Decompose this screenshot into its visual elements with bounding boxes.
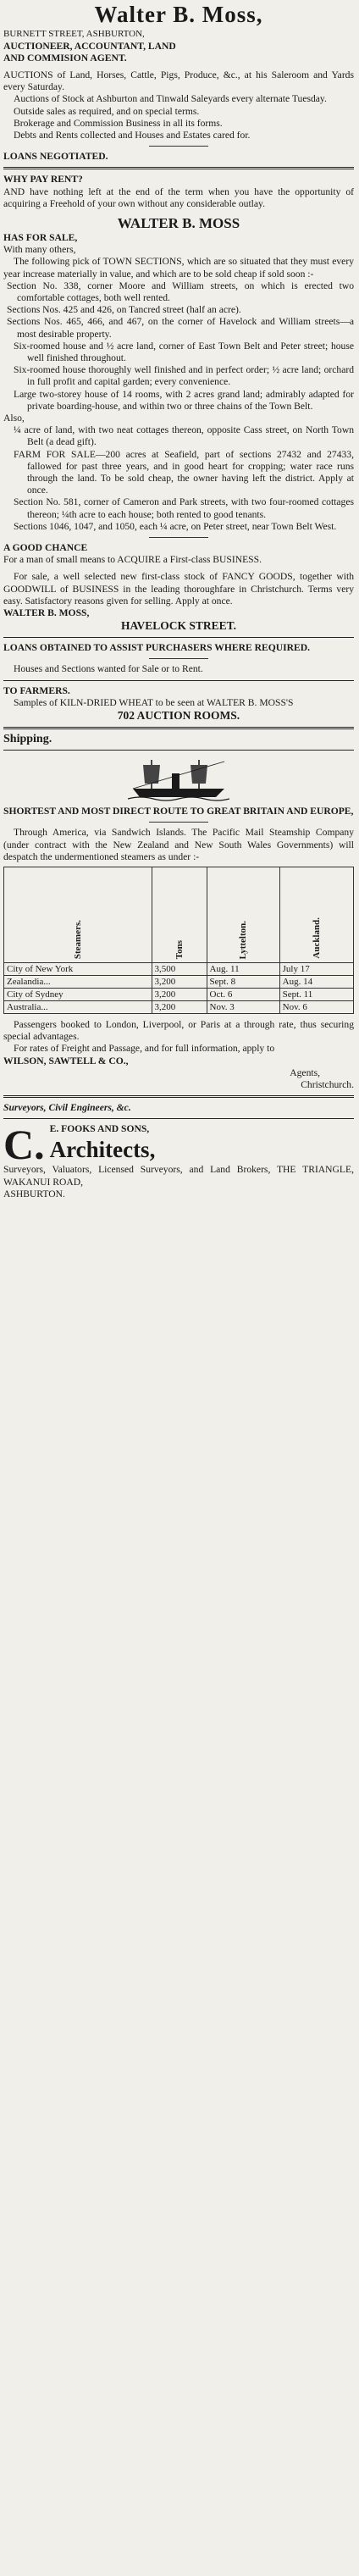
- farmers-ad: [3, 685, 354, 723]
- surveyors-heading: Surveyors, Civil Engineers, &c.: [3, 1102, 131, 1114]
- loans-heading: LOANS OBTAINED TO ASSIST PURCHASERS WHERE REQUIRED.: [3, 642, 310, 654]
- divider: [3, 680, 354, 681]
- divider: [3, 727, 354, 729]
- rent-item-7: Section No. 581, corner of Cameron and Park streets, with two four-roomed cottages thereon; ¼th acre to each house; both rented to good tenants.: [14, 496, 354, 520]
- table-header: Steamers.: [4, 867, 152, 963]
- moss-card: [3, 2, 354, 163]
- moss-para-3: Outside sales as required, and on special terms.: [14, 105, 200, 117]
- moss-address: BURNETT STREET, ASHBURTON,: [3, 29, 145, 39]
- rent-heading: WHY PAY RENT?: [3, 174, 83, 186]
- chance-heading: A GOOD CHANCE: [3, 542, 88, 554]
- steamship-icon: [128, 755, 229, 802]
- table-header: Lyttelton.: [207, 867, 279, 963]
- rent-item-4: Six-roomed house and ½ acre land, corner of East Town Belt and Peter street; house well finished throughout.: [14, 340, 354, 363]
- chance-intro: For a man of small means to ACQUIRE a First-class BUSINESS.: [3, 554, 262, 566]
- moss-name: Walter B. Moss,: [94, 2, 263, 27]
- surveyors-body: Surveyors, Valuators, Licensed Surveyors, and Land Brokers, THE TRIANGLE, WAKANUI ROAD,: [3, 1164, 354, 1188]
- divider: [3, 637, 354, 638]
- steamer-schedule-table: [3, 867, 354, 1014]
- rent-item-2: Sections Nos. 425 and 426, on Tancred street (half an acre).: [7, 304, 241, 316]
- shipping-section: [3, 734, 354, 1091]
- rent-intro: AND have nothing left at the end of the term when you have the opportunity of acquiring a Freehold of your own without any considerable outlay.: [3, 186, 354, 209]
- divider: [3, 1118, 354, 1119]
- table-header: Tons: [152, 867, 207, 963]
- shipping-agent-place: Christchurch.: [301, 1079, 354, 1091]
- rent-also: Also,: [3, 412, 25, 424]
- shipping-agent: WILSON, SAWTELL & CO.,: [3, 1055, 129, 1066]
- moss-para-4: Brokerage and Commission Business in all its forms.: [14, 117, 223, 129]
- moss-para-2: Auctions of Stock at Ashburton and Tinwald Saleyards every alternate Tuesday.: [14, 93, 327, 105]
- rent-item-6: Large two-storey house of 14 rooms, with 2 acres grand land; admirably adapted for private boarding-house, and within two or three chains of the Town Belt.: [14, 388, 354, 412]
- loans-ad: [3, 642, 354, 675]
- drop-cap: C.: [3, 1121, 45, 1169]
- chance-body: For sale, a well selected new first-class stock of FANCY GOODS, together with GOODWILL of BUSINESS in the leading thoroughfare in Christchurch. Terms very easy. Satisfactory reasons given for selling. Apply at once.: [3, 571, 354, 607]
- moss-para-5: Debts and Rents collected and Houses and Estates cared for.: [14, 129, 251, 141]
- rent-item-8: Sections 1046, 1047, and 1050, each ¼ acre, on Peter street, near Town Belt West.: [14, 520, 337, 532]
- loans-body: Houses and Sections wanted for Sale or to Rent.: [14, 663, 203, 675]
- rent-ad: [3, 174, 354, 533]
- rent-item-5: Six-roomed house thoroughly well finished and in perfect order; ½ acre land; orchard in full profit and capital garden; every convenience.: [14, 364, 354, 388]
- rent-name: WALTER B. MOSS: [117, 214, 240, 231]
- table-row: City of New York 3,500 Aug. 11 July 17: [4, 963, 354, 976]
- table-header: Auckland.: [279, 867, 353, 963]
- divider: [3, 1095, 354, 1098]
- surveyors-title: Architects,: [49, 1136, 156, 1162]
- chance-sign-2: HAVELOCK STREET.: [120, 619, 237, 633]
- loans-negotiated: LOANS NEGOTIATED.: [3, 151, 108, 163]
- newspaper-column: [3, 0, 354, 1200]
- divider: [3, 750, 354, 751]
- shipping-passengers: Passengers booked to London, Liverpool, or Paris at a through rate, thus securing special advantages.: [3, 1019, 354, 1043]
- rent-quarter-acre: ¼ acre of land, with two neat cottages thereon, opposite Cass street, on North Town Belt (a dead gift).: [14, 424, 354, 448]
- chance-ad: [3, 542, 354, 633]
- shipping-intro: Through America, via Sandwich Islands. The Pacific Mail Steamship Company (under contract with the New Zealand and New South Wales Governments) will despatch the undermentioned steamers as under :-: [3, 827, 354, 862]
- divider: [3, 167, 354, 169]
- shipping-agent-role: Agents,: [290, 1066, 320, 1078]
- farmers-body: Samples of KILN-DRIED WHEAT to be seen at WALTER B. MOSS'S: [14, 696, 294, 708]
- rent-farm: FARM FOR SALE—200 acres at Seafield, part of sections 27432 and 27433, fallowed for past three years, and in good heart for cropping; water race runs through the land. To be sold cheap, the owner having left the district. Apply at once.: [14, 448, 354, 496]
- moss-para-1: AUCTIONS of Land, Horses, Cattle, Pigs, Produce, &c., at his Saleroom and Yards every Saturday.: [3, 69, 354, 93]
- surveyors-firm: E. FOOKS AND SONS,: [49, 1123, 150, 1135]
- moss-profession-2: AND COMMISION AGENT.: [3, 52, 127, 64]
- surveyors-place: ASHBURTON.: [3, 1188, 65, 1199]
- rent-sub2: With many others,: [3, 244, 76, 256]
- table-row: Zealandia... 3,200 Sept. 8 Aug. 14: [4, 976, 354, 989]
- rent-sub1: HAS FOR SALE,: [3, 231, 78, 243]
- rent-item-1: Section No. 338, corner Moore and William streets, on which is erected two comfortable cottages, both well rented.: [7, 280, 354, 303]
- shipping-title: Shipping.: [3, 733, 52, 746]
- surveyors-ad: [3, 1102, 354, 1200]
- farmers-heading: TO FARMERS.: [3, 684, 70, 696]
- farmers-rooms: 702 AUCTION ROOMS.: [117, 709, 240, 723]
- table-row: Australia... 3,200 Nov. 3 Nov. 6: [4, 1001, 354, 1014]
- shipping-freight: For rates of Freight and Passage, and for full information, apply to: [14, 1043, 275, 1055]
- chance-sign-1: WALTER B. MOSS,: [3, 607, 90, 619]
- shipping-headline: SHORTEST AND MOST DIRECT ROUTE TO GREAT BRITAIN AND EUROPE,: [3, 806, 354, 817]
- moss-profession: AUCTIONEER, ACCOUNTANT, LAND: [3, 40, 176, 52]
- rent-item-3: Sections Nos. 465, 466, and 467, on the corner of Havelock and William streets—a most desirable property.: [7, 316, 354, 340]
- table-row: City of Sydney 3,200 Oct. 6 Sept. 11: [4, 989, 354, 1001]
- rent-lead: The following pick of TOWN SECTIONS, which are so situated that they must every year increase materially in value, and which are to be sold cheap if sold soon :-: [3, 256, 354, 280]
